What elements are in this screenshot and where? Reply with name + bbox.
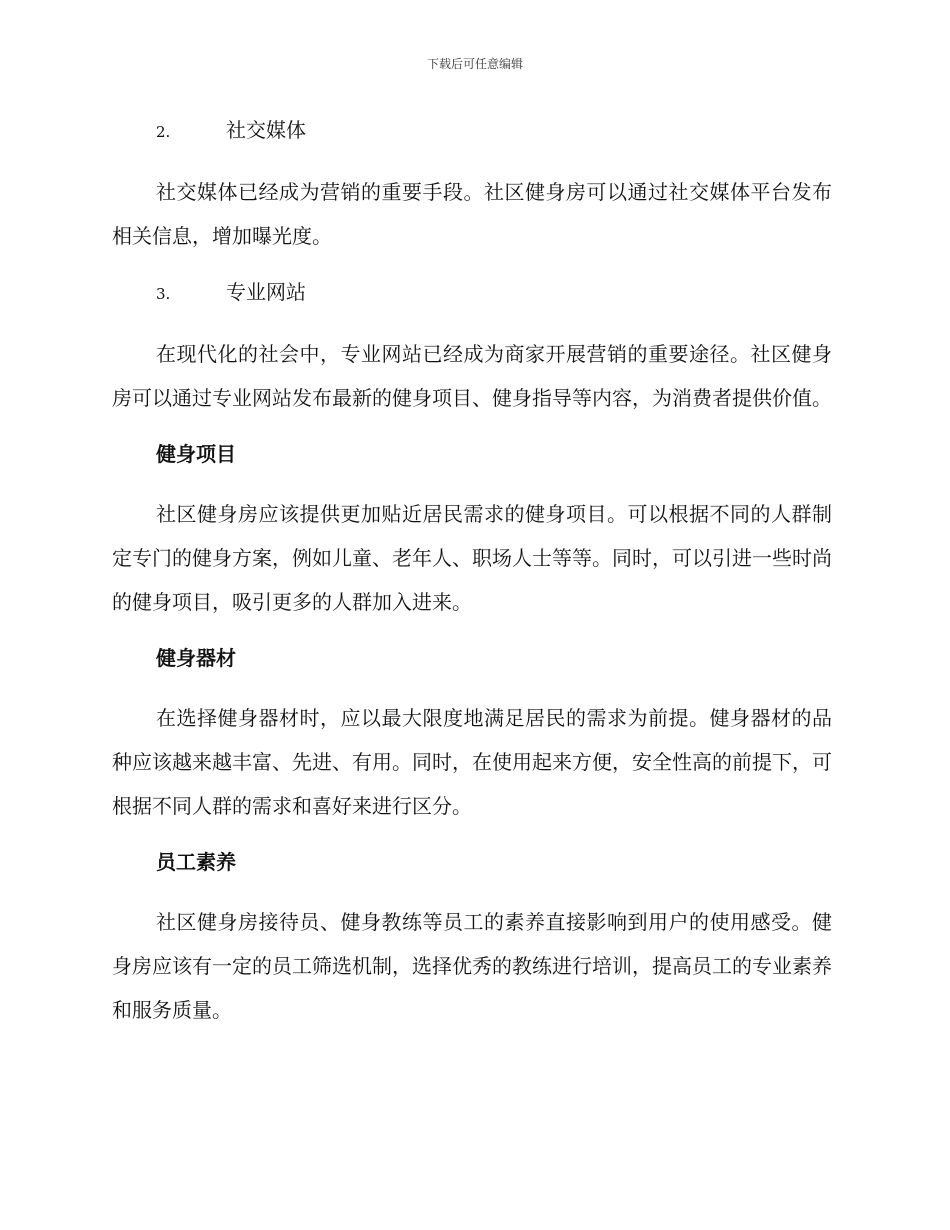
list-title: 社交媒体 [226,118,306,142]
paragraph-fitness-projects: 社区健身房应该提供更加贴近居民需求的健身项目。可以根据不同的人群制定专门的健身方案，例如儿童、老年人、职场人士等等。同时，可以引进一些时尚的健身项目，吸引更多的人群加入进来。 [112,502,832,614]
heading-fitness-equipment: 健身器材 [156,646,236,670]
paragraph-social-media: 社交媒体已经成为营销的重要手段。社区健身房可以通过社交媒体平台发布相关信息，增加曝光度。 [112,180,832,248]
list-number: 3. [156,285,171,303]
heading-fitness-projects: 健身项目 [156,442,236,466]
paragraph-website: 在现代化的社会中，专业网站已经成为商家开展营销的重要途径。社区健身房可以通过专业网站发布最新的健身项目、健身指导等内容，为消费者提供价值。 [112,342,832,410]
list-number: 2. [156,123,171,141]
document-body [112,112,832,1048]
list-title: 专业网站 [226,280,306,304]
page-header: 下载后可任意编辑 [426,57,523,71]
heading-staff-quality: 员工素养 [156,850,236,874]
list-item-website [112,274,832,310]
paragraph-staff-quality: 社区健身房接待员、健身教练等员工的素养直接影响到用户的使用感受。健身房应该有一定的员工筛选机制，选择优秀的教练进行培训，提高员工的专业素养和服务质量。 [112,910,832,1022]
list-item-social-media [112,112,832,148]
paragraph-fitness-equipment: 在选择健身器材时，应以最大限度地满足居民的需求为前提。健身器材的品种应该越来越丰富、先进、有用。同时，在使用起来方便，安全性高的前提下，可根据不同人群的需求和喜好来进行区分。 [112,706,832,818]
